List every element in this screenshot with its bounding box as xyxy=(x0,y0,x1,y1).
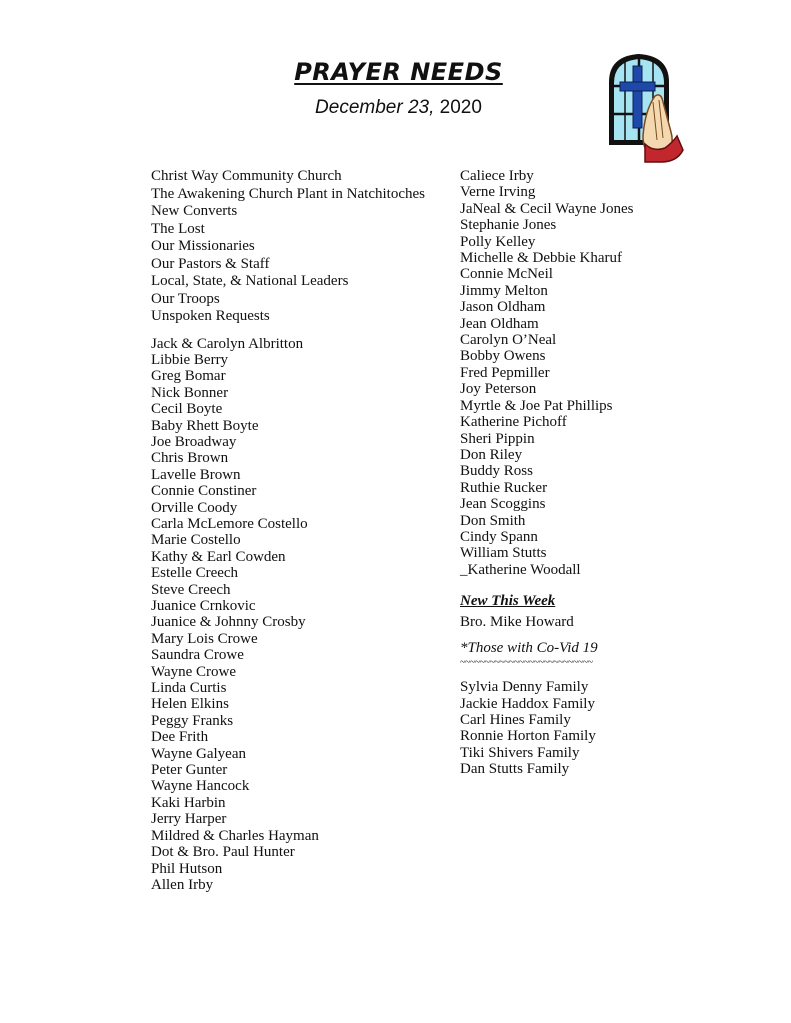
list-item: Bro. Mike Howard xyxy=(460,614,574,631)
tilde-separator: ~~~~~~~~~~~~~~~~~~~~~~~~~~~ xyxy=(460,657,593,669)
list-item: Marie Costello xyxy=(151,532,241,549)
list-item: Our Missionaries xyxy=(151,238,255,254)
list-item: Tiki Shivers Family xyxy=(460,744,580,761)
list-item: JaNeal & Cecil Wayne Jones xyxy=(460,200,634,217)
list-item: Michelle & Debbie Kharuf xyxy=(460,250,623,267)
list-item: Estelle Creech xyxy=(151,565,239,582)
list-item: The Lost xyxy=(151,220,205,237)
list-item: Wayne Galyean xyxy=(151,745,246,762)
list-item: Jackie Haddox Family xyxy=(460,695,595,712)
list-item: Don Smith xyxy=(460,512,526,529)
list-item: Juanice Crnkovic xyxy=(151,598,256,614)
right-column xyxy=(460,168,633,778)
list-item: Polly Kelley xyxy=(460,233,536,250)
list-item: Local, State, & National Leaders xyxy=(151,273,349,289)
names-list-left xyxy=(151,336,425,894)
list-item: Dee Frith xyxy=(151,729,209,746)
list-item: Libbie Berry xyxy=(151,351,229,368)
page-title: PRAYER NEEDS xyxy=(294,58,503,86)
list-item: Linda Curtis xyxy=(151,680,227,697)
list-item: William Stutts xyxy=(460,545,547,562)
list-item: Jack & Carolyn Albritton xyxy=(151,335,304,352)
list-item: Buddy Ross xyxy=(460,463,533,480)
list-item: Caliece Irby xyxy=(460,168,534,184)
list-item: Verne Irving xyxy=(460,184,536,201)
list-item: Ruthie Rucker xyxy=(460,479,548,496)
list-item: Sylvia Denny Family xyxy=(460,679,589,696)
list-item: Connie McNeil xyxy=(460,266,553,283)
list-item: Unspoken Requests xyxy=(151,308,270,324)
list-item: Mary Lois Crowe xyxy=(151,630,258,647)
list-item: Katherine Pichoff xyxy=(460,414,567,431)
date-main: December 23, xyxy=(315,97,435,118)
list-item: Mildred & Charles Hayman xyxy=(151,827,319,844)
list-item: Peggy Franks xyxy=(151,712,234,729)
list-item: Stephanie Jones xyxy=(460,217,557,234)
list-item: Cecil Boyte xyxy=(151,401,223,418)
list-item: Ronnie Horton Family xyxy=(460,728,596,745)
list-item: New Converts xyxy=(151,203,238,219)
list-item: Greg Bomar xyxy=(151,368,226,385)
new-this-week-heading: New This Week xyxy=(460,593,556,610)
list-item: _Katherine Woodall xyxy=(460,561,581,578)
list-item: Our Pastors & Staff xyxy=(151,255,270,272)
list-item: Chris Brown xyxy=(151,450,229,467)
list-item: Carl Hines Family xyxy=(460,711,571,728)
list-item: Saundra Crowe xyxy=(151,647,244,664)
list-item: Peter Gunter xyxy=(151,762,228,779)
list-item: Kaki Harbin xyxy=(151,794,226,811)
list-item: Allen Irby xyxy=(151,876,214,893)
list-item: Cindy Spann xyxy=(460,528,538,545)
list-item: Christ Way Community Church xyxy=(151,168,342,184)
praying-hands-window-icon xyxy=(605,52,687,164)
list-item: Our Troops xyxy=(151,290,220,307)
list-item: Wayne Hancock xyxy=(151,778,250,795)
left-column xyxy=(151,168,425,893)
list-item: Jason Oldham xyxy=(460,299,546,316)
list-item: Jimmy Melton xyxy=(460,282,548,299)
list-item: Myrtle & Joe Pat Phillips xyxy=(460,397,613,414)
list-item: The Awakening Church Plant in Natchitoches xyxy=(151,185,425,202)
list-item: Bobby Owens xyxy=(460,348,546,365)
list-item: Phil Hutson xyxy=(151,860,223,877)
list-item: Steve Creech xyxy=(151,581,231,598)
list-item: Dan Stutts Family xyxy=(460,761,570,778)
list-item: Don Riley xyxy=(460,446,523,463)
list-item: Jean Oldham xyxy=(460,315,539,332)
list-item: Fred Pepmiller xyxy=(460,364,550,381)
list-item: Wayne Crowe xyxy=(151,663,237,680)
covid-families-list xyxy=(460,679,633,777)
list-item: Baby Rhett Boyte xyxy=(151,417,259,434)
list-item: Connie Constiner xyxy=(151,483,257,500)
general-requests-list xyxy=(151,168,425,326)
list-item: Sheri Pippin xyxy=(460,430,535,447)
list-item: Joy Peterson xyxy=(460,381,537,398)
list-item: Carolyn O’Neal xyxy=(460,332,557,349)
list-item: Jerry Harper xyxy=(151,811,227,828)
list-item: Carla McLemore Costello xyxy=(151,515,308,532)
list-item: Kathy & Earl Cowden xyxy=(151,548,286,565)
list-item: Jean Scoggins xyxy=(460,496,546,513)
list-item: Dot & Bro. Paul Hunter xyxy=(151,844,295,861)
list-item: Nick Bonner xyxy=(151,384,229,401)
names-list-right xyxy=(460,168,633,578)
list-item: Helen Elkins xyxy=(151,696,229,713)
list-item: Orville Coody xyxy=(151,499,238,516)
date-year: 2020 xyxy=(439,97,482,118)
covid-heading: *Those with Co-Vid 19 xyxy=(460,640,598,657)
list-item: Lavelle Brown xyxy=(151,466,241,483)
list-item: Juanice & Johnny Crosby xyxy=(151,614,306,631)
list-item: Joe Broadway xyxy=(151,433,237,450)
